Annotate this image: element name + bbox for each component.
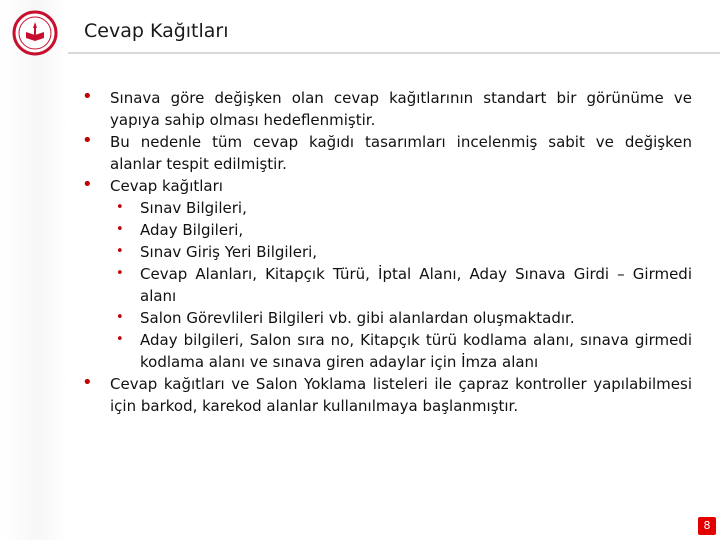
- sub-bullet-text: Sınav Bilgileri,: [140, 199, 247, 217]
- bullet-icon: •: [82, 130, 93, 151]
- sub-bullet-icon: •: [116, 332, 124, 347]
- sub-bullet-text: Aday bilgileri, Salon sıra no, Kitapçık türü kodlama alanı, sınava girmedi kodlama alanı ve sınava giren adaylar için İmza alanı: [140, 331, 692, 371]
- bullet-text: Cevap kağıtları: [110, 177, 223, 195]
- sub-bullet-text: Sınav Giriş Yeri Bilgileri,: [140, 243, 318, 261]
- sub-bullet-text: Salon Görevlileri Bilgileri vb. gibi alanlardan oluşmaktadır.: [140, 309, 575, 327]
- sub-bullet-icon: •: [116, 244, 124, 259]
- sub-bullet-item: [82, 219, 692, 241]
- bullet-item: [82, 175, 692, 197]
- sub-bullet-item: [82, 307, 692, 329]
- title-divider: [68, 52, 720, 54]
- bullet-item: [82, 131, 692, 175]
- bullet-text: Cevap kağıtları ve Salon Yoklama listeleri ile çapraz kontroller yapılabilmesi için barkod, karekod alanlar kullanılmaya başlanmıştır.: [110, 375, 692, 415]
- slide-content: [82, 87, 692, 417]
- sub-bullet-icon: •: [116, 200, 124, 215]
- sub-bullet-text: Aday Bilgileri,: [140, 221, 244, 239]
- sub-bullet-text: Cevap Alanları, Kitapçık Türü, İptal Alanı, Aday Sınava Girdi – Girmedi alanı: [140, 265, 692, 305]
- sub-bullet-item: [82, 329, 692, 373]
- bullet-icon: •: [82, 86, 93, 107]
- bullet-item: [82, 87, 692, 131]
- sub-bullet-item: [82, 241, 692, 263]
- bullet-icon: •: [82, 174, 93, 195]
- sub-bullet-icon: •: [116, 266, 124, 281]
- sidebar-gradient: [0, 0, 68, 540]
- bullet-text: Sınava göre değişken olan cevap kağıtlarının standart bir görünüme ve yapıya sahip olması hedeflenmiştir.: [110, 89, 692, 129]
- sub-bullet-icon: •: [116, 310, 124, 325]
- ministry-logo-icon: [12, 10, 58, 56]
- bullet-item: [82, 373, 692, 417]
- sub-bullet-item: [82, 197, 692, 219]
- sub-bullet-item: [82, 263, 692, 307]
- bullet-text: Bu nedenle tüm cevap kağıdı tasarımları incelenmiş sabit ve değişken alanlar tespit edilmiştir.: [110, 133, 692, 173]
- sub-bullet-icon: •: [116, 222, 124, 237]
- page-title: Cevap Kağıtları: [84, 20, 229, 42]
- bullet-icon: •: [82, 372, 93, 393]
- page-number-badge: 8: [698, 517, 716, 535]
